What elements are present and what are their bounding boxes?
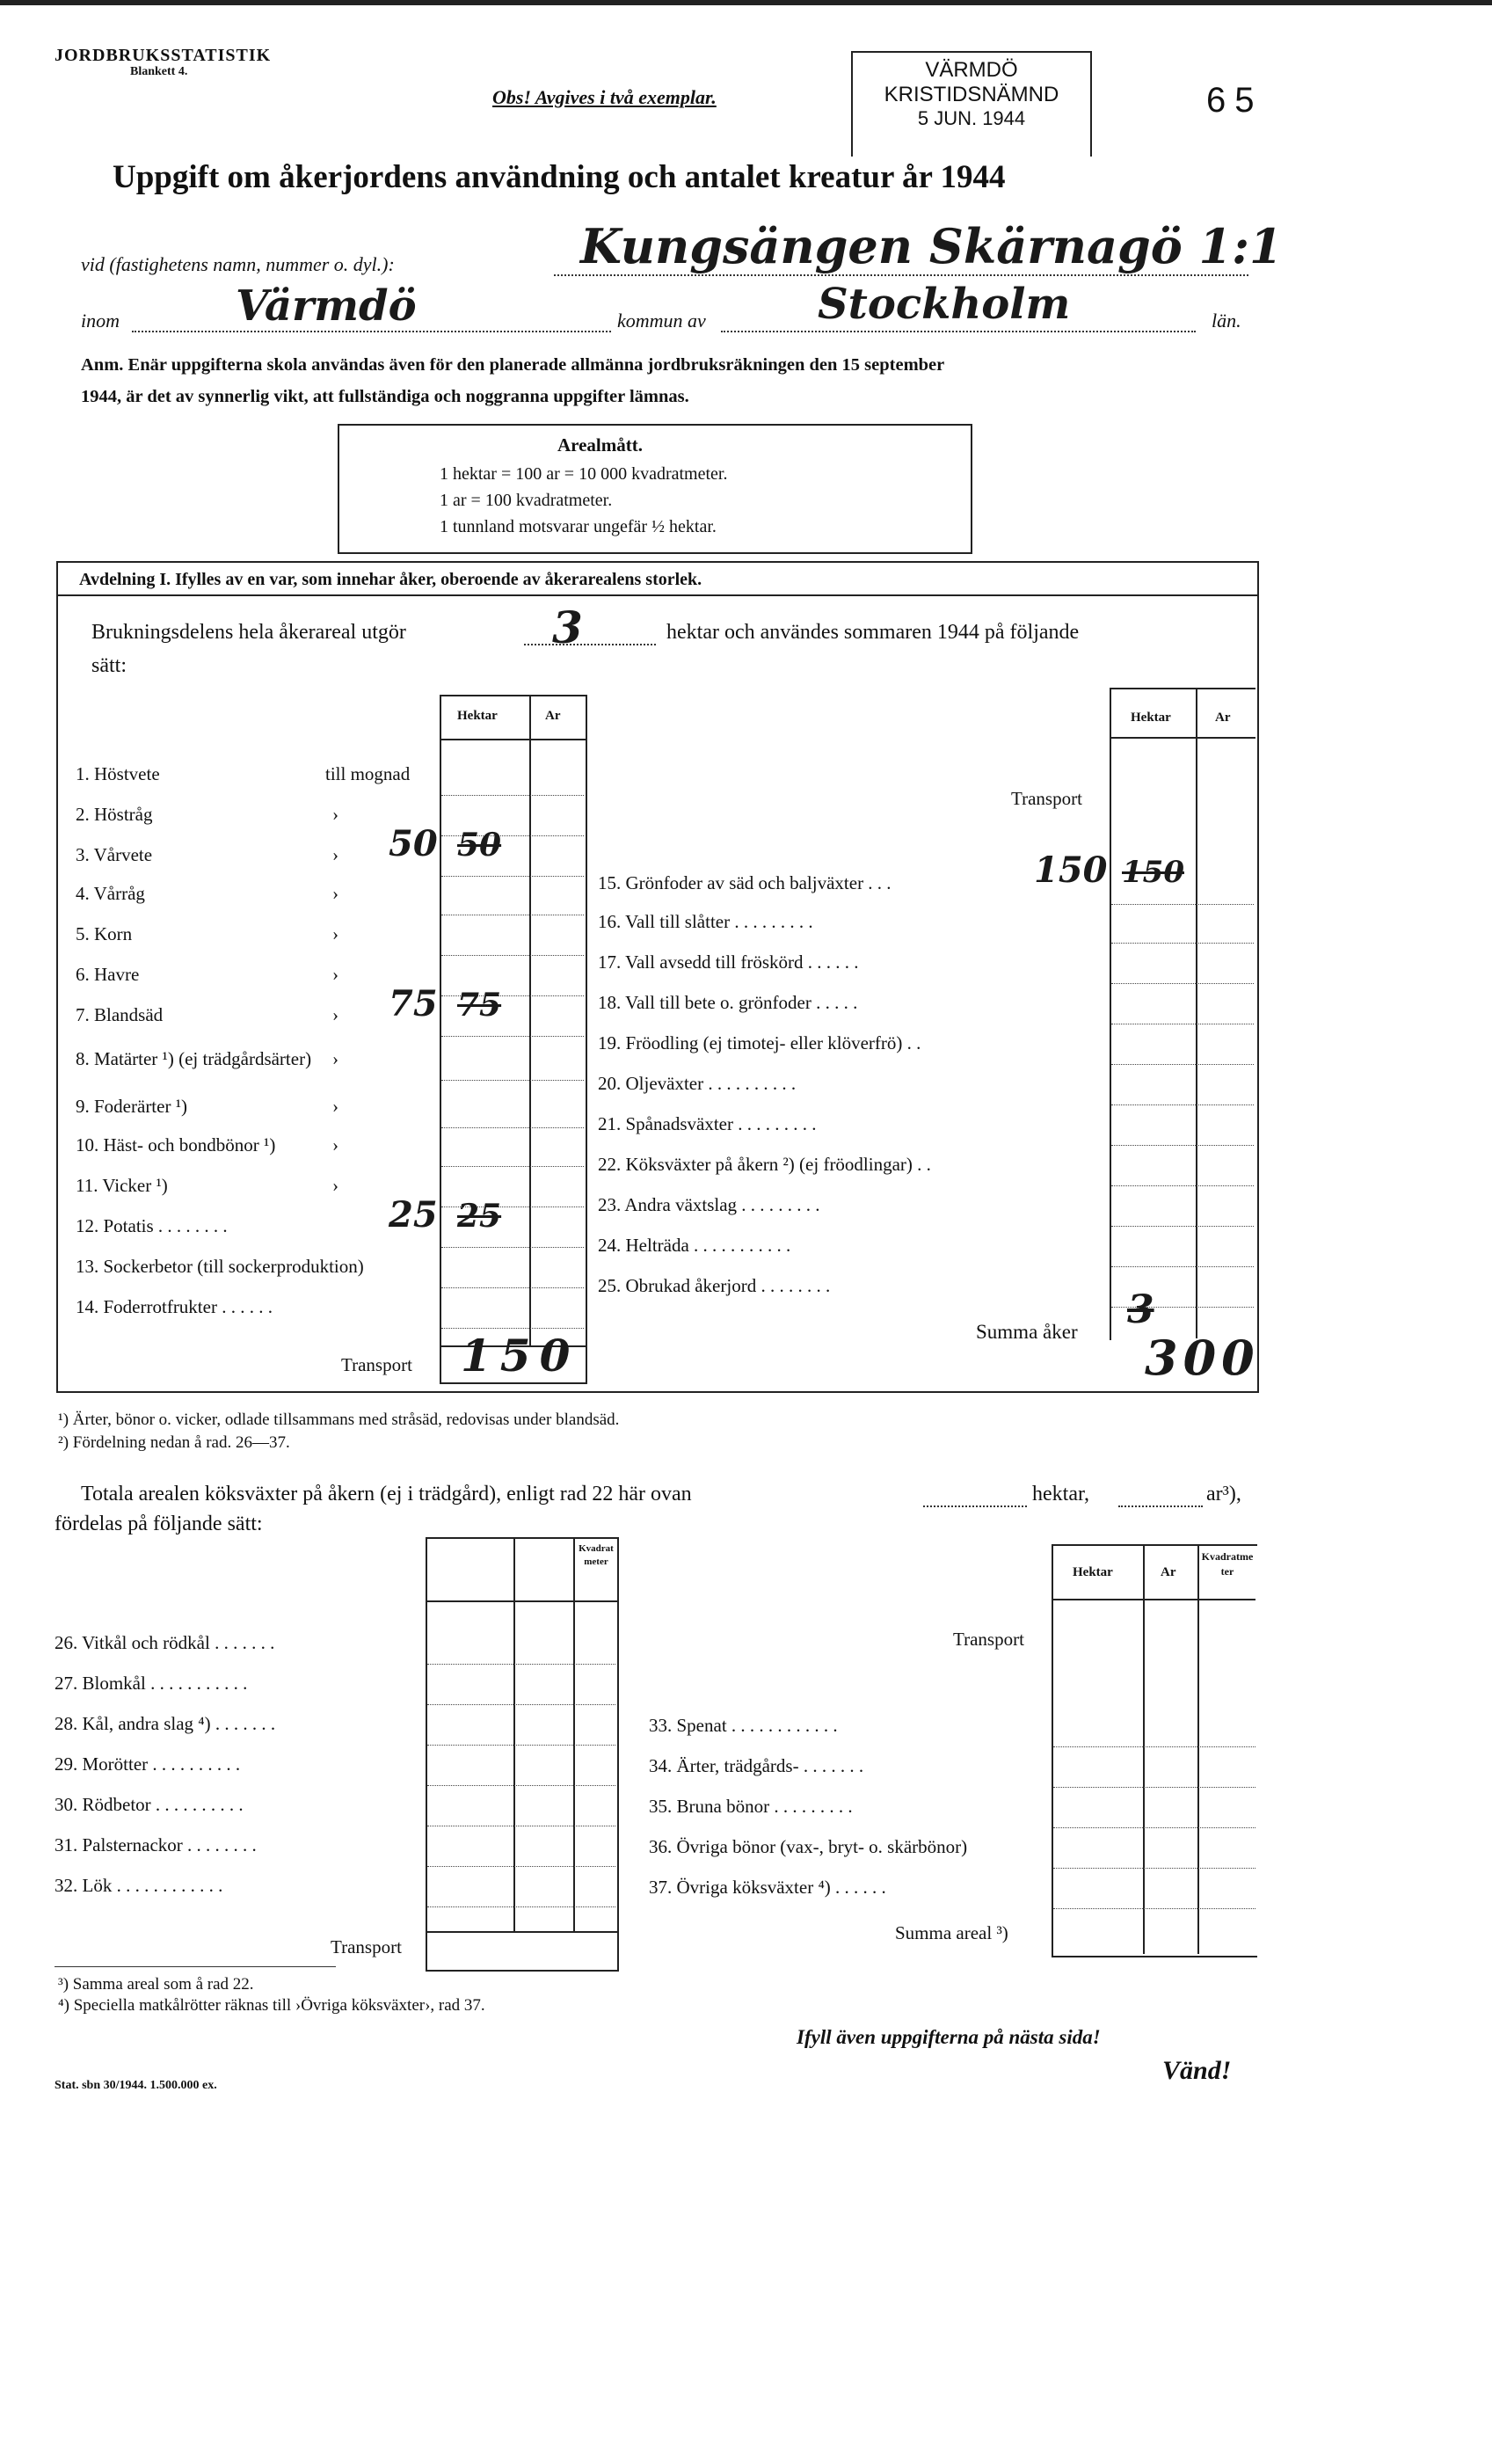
- s2-left-row-rule: [427, 1745, 615, 1746]
- s2-right-col-kvm: Kvadratmeter: [1201, 1550, 1254, 1578]
- s2-left-row-rule: [427, 1664, 615, 1665]
- left-row-extra: ›: [332, 1096, 338, 1117]
- inom-value: Värmdö: [236, 281, 417, 331]
- s2-left-header-rule: [426, 1600, 617, 1602]
- right-row-rule: [1111, 943, 1254, 944]
- kommun-label: kommun av: [617, 310, 706, 332]
- form-number: Blankett 4.: [130, 65, 188, 78]
- left-row-label: 1. Höstvete: [76, 763, 160, 784]
- inom-label: inom: [81, 310, 120, 332]
- left-grid-header-rule: [440, 739, 586, 740]
- section-1-intro-c: sätt:: [91, 654, 127, 677]
- section-1-intro-a: Brukningsdelens hela åkerareal utgör: [91, 621, 406, 644]
- print-info: Stat. sbn 30/1944. 1.500.000 ex.: [55, 2079, 217, 2092]
- section-1-rule: [56, 594, 1257, 596]
- s2-left-row-label: 26. Vitkål och rödkål . . . . . . .: [55, 1632, 275, 1653]
- left-row-rule: [441, 1166, 584, 1167]
- left-row-rule: [441, 1328, 584, 1329]
- s2-left-row-label: 27. Blomkål . . . . . . . . . . .: [55, 1673, 248, 1694]
- right-row-label: 17. Vall avsedd till fröskörd . . . . . .: [598, 951, 859, 973]
- inom-line: [132, 331, 611, 332]
- property-value: Kungsängen Skärnagö 1:1: [580, 218, 1283, 274]
- right-transport-label: Transport: [1011, 788, 1082, 809]
- s2-summa-areal: Summa areal ³): [895, 1922, 1008, 1943]
- reception-stamp: [851, 51, 1092, 157]
- left-row-hektar: 25: [389, 1194, 438, 1236]
- section-2-hektar-label: hektar,: [1032, 1483, 1090, 1505]
- s2-left-row-rule: [427, 1866, 615, 1867]
- left-row-ar: 25: [457, 1198, 502, 1235]
- left-row-extra: ›: [332, 923, 338, 944]
- left-row-rule: [441, 1287, 584, 1288]
- stamp-line-1: VÄRMDÖ: [925, 58, 1018, 82]
- footnote-3: ³) Samma areal som å rad 22.: [58, 1975, 254, 1994]
- right-grid-divider: [1196, 688, 1197, 1338]
- left-col-ar: Ar: [545, 709, 561, 723]
- stamp-line-2: KRISTIDSNÄMND: [884, 83, 1059, 106]
- s2-right-col-hektar: Hektar: [1073, 1565, 1113, 1579]
- left-row-extra: ›: [332, 964, 338, 985]
- left-row-rule: [441, 1080, 584, 1081]
- right-row-label: 16. Vall till slåtter . . . . . . . . .: [598, 911, 813, 932]
- left-col-hektar: Hektar: [457, 709, 498, 723]
- anm-line-1: Anm. Enär uppgifterna skola användas även för den planerade allmänna jordbruksräkningen den 15 september: [81, 355, 945, 375]
- areal-line-1: 1 hektar = 100 ar = 10 000 kvadratmeter.: [440, 464, 728, 484]
- left-row-extra: ›: [332, 1004, 338, 1025]
- left-row-hektar: 75: [389, 983, 438, 1024]
- s2-right-header-rule: [1052, 1599, 1255, 1600]
- left-row-extra: till mognad: [325, 763, 411, 784]
- left-row-label: 3. Vårvete: [76, 844, 153, 865]
- s2-left-row-label: 28. Kål, andra slag ⁴) . . . . . . .: [55, 1713, 276, 1734]
- left-row-rule: [441, 1036, 584, 1037]
- s2-left-row-label: 30. Rödbetor . . . . . . . . . .: [55, 1794, 244, 1815]
- left-row-label: 13. Sockerbetor (till sockerproduktion): [76, 1256, 364, 1277]
- s2-right-col-ar: Ar: [1161, 1565, 1176, 1579]
- s2-right-row-label: 35. Bruna bönor . . . . . . . . .: [649, 1796, 853, 1817]
- left-row-label: 9. Foderärter ¹): [76, 1096, 187, 1117]
- summa-aker-hektar: 3: [1127, 1287, 1154, 1332]
- left-row-label: 2. Höstråg: [76, 804, 153, 825]
- s2-left-row-rule: [427, 1704, 615, 1705]
- left-row-label: 8. Matärter ¹) (ej trädgårdsärter): [76, 1048, 312, 1069]
- s2-left-row-rule: [427, 1785, 615, 1786]
- left-row-extra: ›: [332, 1175, 338, 1196]
- s2-right-row-label: 34. Ärter, trädgårds- . . . . . . .: [649, 1755, 864, 1776]
- right-row-label: 20. Oljeväxter . . . . . . . . . .: [598, 1073, 797, 1094]
- s2-right-row-rule: [1053, 1746, 1255, 1747]
- s2-left-row-label: 29. Morötter . . . . . . . . . .: [55, 1753, 241, 1775]
- stamp-date: 5 JUN. 1944: [917, 107, 1026, 129]
- summa-aker-ar: 300: [1145, 1330, 1260, 1386]
- footnote-4: ⁴) Speciella matkålrötter räknas till ›Övriga köksväxter›, rad 37.: [58, 1996, 485, 2015]
- left-transport-label: Transport: [341, 1354, 412, 1375]
- right-grid-header-rule: [1110, 737, 1255, 739]
- left-row-rule: [441, 795, 584, 796]
- property-label: vid (fastighetens namn, nummer o. dyl.):: [81, 253, 395, 275]
- right-row-label: 21. Spånadsväxter . . . . . . . . .: [598, 1113, 817, 1134]
- right-row-rule: [1111, 1104, 1254, 1105]
- left-row-rule: [441, 955, 584, 956]
- footnote-rule: [55, 1966, 336, 1967]
- form-title: Uppgift om åkerjordens användning och antalet kreatur år 1944: [113, 159, 1006, 195]
- section-2-hektar-line: [923, 1505, 1027, 1507]
- left-grid-divider: [529, 695, 531, 1345]
- agency-name: JORDBRUKSSTATISTIK: [55, 46, 272, 65]
- left-row-rule: [441, 876, 584, 877]
- s2-right-row-rule: [1053, 1868, 1255, 1869]
- areal-box: [338, 424, 972, 554]
- left-transport-value: 150: [461, 1330, 579, 1381]
- left-row-rule: [441, 1127, 584, 1128]
- summa-aker-label: Summa åker: [976, 1321, 1078, 1343]
- right-row-ar: 150: [1122, 855, 1184, 890]
- footer-vand: Vänd!: [1162, 2056, 1232, 2085]
- right-row-label: 15. Grönfoder av säd och baljväxter . . .: [598, 872, 892, 893]
- s2-right-divider-2: [1197, 1544, 1199, 1954]
- left-row-extra: ›: [332, 804, 338, 825]
- footnote-1: ¹) Ärter, bönor o. vicker, odlade tillsammans med stråsäd, redovisas under blandsäd.: [58, 1411, 620, 1429]
- s2-left-transport: Transport: [331, 1936, 402, 1957]
- right-row-rule: [1111, 1064, 1254, 1065]
- s2-left-grid: [426, 1537, 619, 1935]
- right-grid: [1110, 688, 1255, 1340]
- left-row-label: 4. Vårråg: [76, 883, 145, 904]
- left-row-label: 6. Havre: [76, 964, 140, 985]
- right-row-label: 24. Helträda . . . . . . . . . . .: [598, 1235, 791, 1256]
- right-col-hektar: Hektar: [1131, 711, 1171, 725]
- total-area-line: [524, 644, 656, 645]
- s2-left-divider-2: [573, 1537, 575, 1933]
- s2-right-row-rule: [1053, 1827, 1255, 1828]
- s2-right-row-label: 33. Spenat . . . . . . . . . . . .: [649, 1715, 838, 1736]
- s2-left-divider-1: [513, 1537, 515, 1933]
- right-row-label: 25. Obrukad åkerjord . . . . . . . .: [598, 1275, 831, 1296]
- right-row-rule: [1111, 1185, 1254, 1186]
- right-row-label: 18. Vall till bete o. grönfoder . . . . .: [598, 992, 858, 1013]
- anm-line-2: 1944, är det av synnerlig vikt, att fullständiga och noggranna uppgifter lämnas.: [81, 387, 689, 406]
- right-row-rule: [1111, 1145, 1254, 1146]
- left-row-label: 14. Foderrotfrukter . . . . . .: [76, 1296, 273, 1317]
- s2-left-row-label: 31. Palsternackor . . . . . . . .: [55, 1834, 257, 1855]
- areal-title: Arealmått.: [557, 434, 643, 456]
- s2-right-divider-1: [1143, 1544, 1145, 1954]
- kommun-line: [721, 331, 1196, 332]
- right-row-label: 23. Andra växtslag . . . . . . . . .: [598, 1194, 820, 1215]
- footnote-2: ²) Fördelning nedan å rad. 26—37.: [58, 1433, 290, 1452]
- right-row-rule: [1111, 1266, 1254, 1267]
- section-1-intro-b: hektar och användes sommaren 1944 på följande: [666, 621, 1080, 644]
- right-col-ar: Ar: [1215, 711, 1231, 725]
- section-2-intro-a: Totala arealen köksväxter på åkern (ej i trädgård), enligt rad 22 här ovan: [81, 1483, 692, 1505]
- left-row-ar: 75: [457, 987, 502, 1024]
- left-row-label: 10. Häst- och bondbönor ¹): [76, 1134, 276, 1155]
- page-number: 65: [1206, 81, 1263, 120]
- scan-edge: [0, 0, 1492, 19]
- kommun-value: Stockholm: [818, 280, 1071, 329]
- section-2-ar-label: ar³),: [1206, 1483, 1241, 1505]
- right-row-label: 19. Fröodling (ej timotej- eller klöverfrö) . .: [598, 1032, 921, 1053]
- property-line: [554, 274, 1248, 276]
- right-row-rule: [1111, 1226, 1254, 1227]
- left-row-extra: ›: [332, 844, 338, 865]
- s2-right-grid: [1052, 1544, 1257, 1957]
- right-row-rule: [1111, 904, 1254, 905]
- section-2-ar-line: [1118, 1505, 1203, 1507]
- left-row-label: 12. Potatis . . . . . . . .: [76, 1215, 228, 1236]
- section-1-heading: Avdelning I. Ifylles av en var, som innehar åker, oberoende av åkerarealens storlek.: [79, 570, 702, 589]
- s2-left-transport-cell: [426, 1931, 619, 1972]
- s2-left-col-kvm: Kvadratmeter: [579, 1543, 614, 1567]
- left-row-rule: [441, 1247, 584, 1248]
- left-row-label: 7. Blandsäd: [76, 1004, 164, 1025]
- areal-line-2: 1 ar = 100 kvadratmeter.: [440, 491, 613, 510]
- s2-left-row-rule: [427, 1906, 615, 1907]
- left-row-ar: 50: [457, 827, 502, 864]
- left-row-hektar: 50: [389, 823, 438, 864]
- s2-right-row-label: 37. Övriga köksväxter ⁴) . . . . . .: [649, 1877, 886, 1898]
- s2-right-row-rule: [1053, 1908, 1255, 1909]
- footer-instruction: Ifyll även uppgifterna på nästa sida!: [797, 2026, 1101, 2048]
- s2-left-row-label: 32. Lök . . . . . . . . . . . .: [55, 1875, 223, 1896]
- right-row-label: 22. Köksväxter på åkern ²) (ej fröodlingar) . .: [598, 1154, 931, 1175]
- right-row-rule: [1111, 983, 1254, 984]
- left-row-extra: ›: [332, 1048, 338, 1069]
- notice: Obs! Avgives i två exemplar.: [492, 86, 717, 108]
- s2-right-transport: Transport: [953, 1629, 1024, 1650]
- total-area-value: 3: [552, 601, 583, 653]
- right-row-hektar: 150: [1034, 849, 1108, 891]
- section-2-intro-b: fördelas på följande sätt:: [55, 1513, 263, 1535]
- s2-right-row-rule: [1053, 1787, 1255, 1788]
- lan-label: län.: [1212, 310, 1241, 332]
- s2-right-row-label: 36. Övriga bönor (vax-, bryt- o. skärbönor): [649, 1836, 968, 1857]
- left-row-extra: ›: [332, 883, 338, 904]
- left-row-extra: ›: [332, 1134, 338, 1155]
- left-row-label: 11. Vicker ¹): [76, 1175, 168, 1196]
- left-row-label: 5. Korn: [76, 923, 133, 944]
- areal-line-3: 1 tunnland motsvarar ungefär ½ hektar.: [440, 517, 717, 536]
